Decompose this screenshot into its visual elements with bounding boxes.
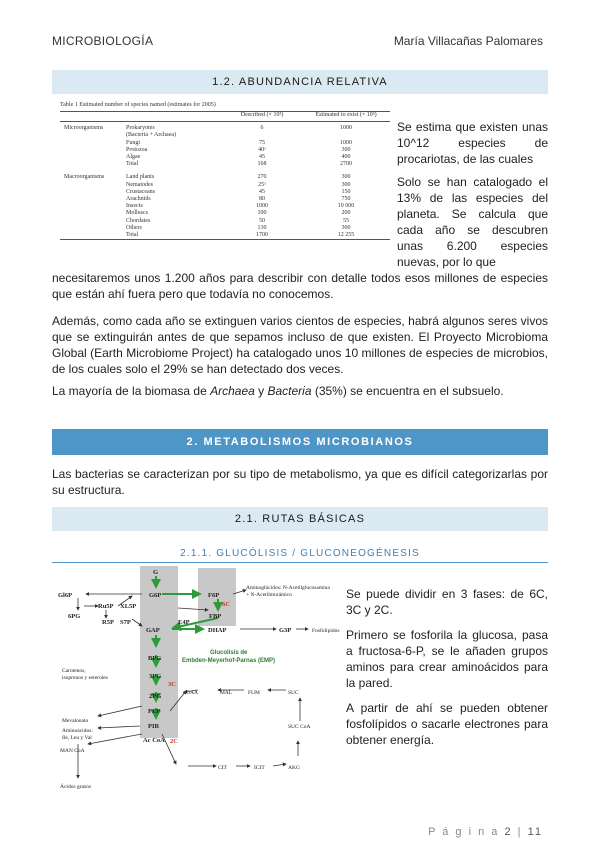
node-g: G <box>153 569 159 576</box>
table-cell-label: Protozoa <box>126 146 148 153</box>
abundance-side-p2: Solo se han catalogado el 13% de las especies del planeta. Se calcula que cada año se descubren unas 6.200 especies nuevas, por lo que <box>397 175 548 269</box>
table-cell-described: 1700 <box>256 232 268 239</box>
table-cell-label: Land plants <box>126 174 155 181</box>
table-cell-label: Molluscs <box>126 210 149 217</box>
node-2pg: 2PG <box>149 693 162 700</box>
table-cell-label: Fungi <box>126 139 141 146</box>
node-pir: PIR <box>148 723 160 730</box>
node-e4p: E4P <box>178 619 190 626</box>
node-accoa: Ac CoA <box>143 737 165 744</box>
table-row <box>60 154 390 161</box>
table-header-blank <box>60 112 122 119</box>
node-pep: PEP <box>148 708 161 715</box>
node-mevalonato: Mevalonato <box>62 718 89 724</box>
table-cell-described: 75 <box>259 139 265 146</box>
table-row <box>60 203 390 210</box>
metabolism-intro: Las bacterias se caracterizan por su tipo de metabolismo, ya que es difícil categorizarlas por su estructura. <box>52 467 548 497</box>
table-cell-described: 45 <box>259 154 265 161</box>
node-aminoacidos: Aminoácidos: <box>62 728 93 734</box>
table-group-name <box>60 147 122 154</box>
table-group-name <box>60 154 122 161</box>
table-group-name <box>60 182 122 189</box>
table-cell-estimated <box>302 132 390 139</box>
table-cell-described: 50 <box>259 217 265 224</box>
table-group-name <box>60 203 122 210</box>
table-group-name <box>60 225 122 232</box>
table-cell-label: Nematodes <box>126 181 153 188</box>
table-cell-described: 168 <box>257 161 267 168</box>
table-cell-label: Arachnids <box>126 196 151 203</box>
table-row <box>60 196 390 203</box>
table-row <box>60 132 390 139</box>
table-cell-described: 25ᵃ <box>258 181 266 188</box>
node-ru5p: Ru5P <box>98 603 114 610</box>
table-cell-estimated: 2700 <box>340 161 352 168</box>
node-dhap: DHAP <box>208 627 227 634</box>
emp-title-line1: Glucolisis de <box>210 650 248 656</box>
abundance-paragraph-3: Además, como cada año se extinguen varios cientos de especies, habrá algunos seres vivos que se extinguirán antes de que sepamos incluso de que existen. El Proyecto Microbioma Global (Earth Microbiome Project) ha catalogado unos 10 millones de especies de microbios, de los cuales solo el 29% se han detectado dos veces. <box>52 314 548 376</box>
table-row <box>60 182 390 189</box>
table-group-name <box>60 196 122 203</box>
table-header-blank <box>122 112 222 119</box>
subheading-rule <box>52 562 548 563</box>
table-cell-label: Total <box>126 232 139 239</box>
node-oaa: OAA <box>186 690 198 696</box>
table-row <box>60 161 390 168</box>
table-caption: Table 1 Estimated number of species named (estimates for 2005) <box>60 102 216 108</box>
phase-2c: 2C <box>170 738 178 745</box>
bacteria-term: Bacteria <box>267 384 312 398</box>
abundance-side-p1: Se estima que existen unas 10^12 especies de procariotas, de las cuales <box>397 120 548 166</box>
table-cell-described: 80 <box>259 196 265 203</box>
table-row <box>60 210 390 217</box>
node-aminoglucidos-2: + N-Acetilmurámico <box>246 592 293 598</box>
table-cell-described: 1000 <box>256 203 268 210</box>
page-footer: P á g i n a 2 | 11 <box>428 826 543 838</box>
page-number: 2 <box>504 826 513 838</box>
node-succoa: SUC CoA <box>288 724 311 730</box>
table-cell-estimated: 150 <box>341 188 351 195</box>
node-suc: SUC <box>288 690 299 696</box>
table-row <box>60 189 390 196</box>
table-row <box>60 232 390 239</box>
glycolysis-p2: Primero se fosforila la glucosa, pasa a fructosa-6-P, se le añaden grupos aminos para crear aminoácidos para la pared. <box>346 628 548 690</box>
table-cell-described: 270 <box>257 174 267 181</box>
table-cell-label: Chordates <box>126 217 151 224</box>
table-cell-described: 130 <box>257 224 267 231</box>
table-cell-estimated: 300 <box>341 224 351 231</box>
node-bpg: BPG <box>148 655 162 662</box>
node-g6p: G6P <box>149 592 162 599</box>
table-cell-estimated: 400 <box>341 154 351 161</box>
glycolysis-p3: A partir de ahí se pueden obtener fosfolípidos o sacarle electrones para obtener energía. <box>346 701 548 747</box>
node-r5p: R5P <box>102 619 114 626</box>
node-icit: ICIT <box>254 765 265 771</box>
node-carotenos: Carotenos, <box>62 668 86 674</box>
node-mal: MAL <box>220 690 233 696</box>
table-group-name <box>60 161 122 168</box>
table-row <box>60 225 390 232</box>
node-cit: CIT <box>218 765 227 771</box>
table-cell-described: 45 <box>259 188 265 195</box>
node-aminoglucidos: Aminoglúcidos: N-Acetilglucosamina <box>246 585 330 591</box>
table-cell-described: 40ᵃ <box>258 146 266 153</box>
node-xl5p: XL5P <box>120 603 137 610</box>
table-cell-label: Insects <box>126 203 143 210</box>
phase-3c: 3C <box>168 681 176 688</box>
glycolysis-pathway-diagram <box>58 566 348 804</box>
table-row <box>60 140 390 147</box>
node-3pg: 3PG <box>149 673 162 680</box>
node-fosfolipidos: Fosfolípidos <box>312 628 340 634</box>
table-cell-described <box>222 132 302 139</box>
table-row <box>60 125 390 132</box>
node-fum: FUM <box>248 690 260 696</box>
species-table-figure <box>60 102 390 240</box>
table-group-name <box>60 232 122 239</box>
node-gl6p: Gl6P <box>58 592 73 599</box>
section-heading-2: 2. METABOLISMOS MICROBIANOS <box>52 429 548 455</box>
table-cell-estimated: 750 <box>341 196 351 203</box>
node-aminoacidos-2: Ile, Leu y Val <box>62 735 92 741</box>
table-cell-estimated: 300 <box>341 174 351 181</box>
node-fbp: FBP <box>209 613 222 620</box>
table-cell-estimated: 1000 <box>340 125 352 132</box>
table-cell-estimated: 300 <box>341 181 351 188</box>
node-g3p: G3P <box>279 627 292 634</box>
abundance-paragraph-4: La mayoría de la biomasa de Archaea y Bacteria (35%) se encuentra en el subsuelo. <box>52 384 504 398</box>
node-carotenos-2: isoprenos y esteroles <box>62 675 108 681</box>
table-cell-label: Prokaryotes <box>126 125 155 132</box>
header-author: María Villacañas Palomares <box>393 34 543 48</box>
table-group-name: Macroorganisms <box>64 174 105 181</box>
page-total: 11 <box>527 826 543 838</box>
table-group-name <box>60 189 122 196</box>
table-cell-estimated: 1000 <box>340 139 352 146</box>
node-mancoa: MAN CoA <box>60 748 85 754</box>
abundance-continuation: necesitaremos unos 1.200 años para describir con detalle todos esos millones de especies que están ahí fuera pero que todavía no conocemos. <box>52 271 548 301</box>
table-cell-described: 100 <box>257 210 267 217</box>
species-table <box>60 112 390 239</box>
table-cell-label: Total <box>126 161 139 168</box>
node-gap: GAP <box>146 627 160 634</box>
header-title: MICROBIOLOGÍA <box>52 34 154 48</box>
node-f6p: F6P <box>208 592 220 599</box>
node-akg: AKG <box>288 765 300 771</box>
table-cell-label: Crustaceans <box>126 188 155 195</box>
table-cell-estimated: 10 000 <box>337 203 355 210</box>
table-header-estimated: Estimated to exist (× 10³) <box>315 112 377 118</box>
table-group-name: Microorganisms <box>64 125 104 132</box>
section-heading-2-1: 2.1. RUTAS BÁSICAS <box>52 507 548 531</box>
table-cell-estimated: 300 <box>341 146 351 153</box>
section-heading-2-1-1: 2.1.1. GLUCÓLISIS / GLUCONEOGÉNESIS <box>180 548 420 559</box>
table-cell-label: Others <box>126 224 142 231</box>
table-group-name <box>60 132 122 139</box>
table-group-name <box>60 140 122 147</box>
table-header-described: Described (× 10³) <box>240 112 284 118</box>
table-cell-label: (Bacteria + Archaea) <box>126 132 177 139</box>
table-cell-estimated: 200 <box>341 210 351 217</box>
table-row <box>60 147 390 154</box>
table-cell-described: 6 <box>260 125 264 132</box>
table-row <box>60 218 390 225</box>
table-cell-estimated: 12 255 <box>337 232 355 239</box>
emp-title-line2: Embden-Meyerhof-Parnas (EMP) <box>182 658 276 664</box>
phase-6c: 6C <box>222 601 230 608</box>
table-group-name <box>60 210 122 217</box>
archaea-term: Archaea <box>210 384 255 398</box>
table-cell-label: Algae <box>126 154 141 161</box>
node-s7p: S7P <box>120 619 131 626</box>
section-heading-1-2: 1.2. ABUNDANCIA RELATIVA <box>52 70 548 94</box>
glycolysis-p1: Se puede dividir en 3 fases: de 6C, 3C y 2C. <box>346 587 548 617</box>
node-acidos-grasos: Ácidos grasos <box>60 784 92 790</box>
table-group-name <box>60 218 122 225</box>
table-row <box>60 174 390 181</box>
node-6pg: 6PG <box>68 613 81 620</box>
table-cell-estimated: 55 <box>343 217 349 224</box>
